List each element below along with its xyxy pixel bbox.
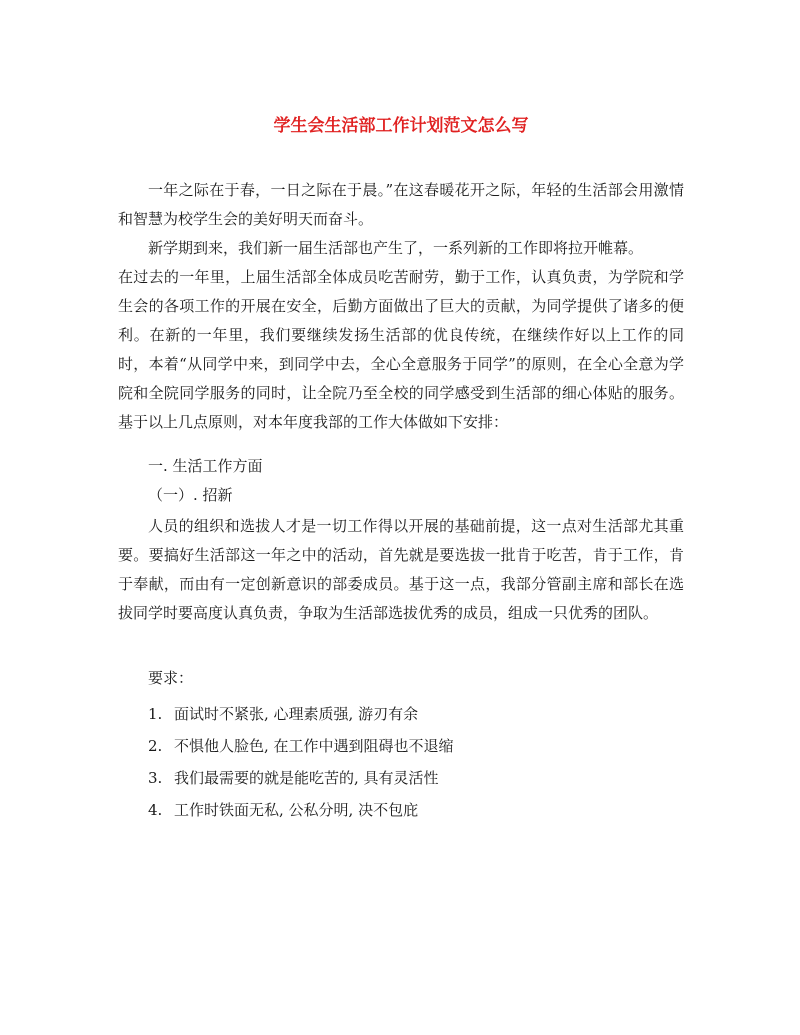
list-item-text: 工作时铁面无私, 公私分明, 决不包庇	[174, 801, 419, 819]
past-year-paragraph: 在过去的一年里，上届生活部全体成员吃苦耐劳，勤于工作，认真负责，为学院和学生会的各项工作的开展在安全，后勤方面做出了巨大的贡献，为同学提供了诸多的便利。在新的一年里，我们要继续发扬生活部的优良传统，在继续作好以上工作的同时，本着“从同学中来，到同学中去，全心全意服务于同学”的原则，在全心全意为学院和全院同学服务的同时，让全院乃至全校的同学感受到生活部的细心体贴的服务。基于以上几点原则，对本年度我部的工作大体做如下安排：	[118, 268, 684, 431]
new-semester-paragraph: 新学期到来，我们新一届生活部也产生了，一系列新的工作即将拉开帷幕。	[148, 239, 644, 257]
list-item-number: 4.	[148, 801, 163, 819]
list-item	[148, 730, 454, 762]
list-item	[148, 698, 454, 730]
list-item-number: 2.	[148, 737, 163, 755]
requirements-list	[148, 698, 454, 826]
requirements-label: 要求：	[148, 669, 194, 687]
list-item-text: 面试时不紧张, 心理素质强, 游刃有余	[174, 705, 419, 723]
document-page	[118, 0, 684, 1035]
section-heading: 一. 生活工作方面	[148, 457, 263, 475]
list-item-number: 3.	[148, 769, 163, 787]
intro-paragraph: 一年之际在于春，一日之际在于晨。”在这春暖花开之际，年轻的生活部会用激情和智慧为校学生会的美好明天而奋斗。	[118, 181, 684, 228]
subsection-heading: （一）. 招新	[148, 486, 233, 504]
list-item-text: 我们最需要的就是能吃苦的, 具有灵活性	[174, 769, 439, 787]
list-item	[148, 794, 454, 826]
document-title: 学生会生活部工作计划范文怎么写	[273, 116, 529, 136]
list-item-number: 1.	[148, 705, 163, 723]
list-item	[148, 762, 454, 794]
recruit-paragraph: 人员的组织和选拔人才是一切工作得以开展的基础前提，这一点对生活部尤其重要。要搞好生活部这一年之中的活动，首先就是要选拔一批肯于吃苦，肯于工作，肯于奉献，而由有一定创新意识的部委成员。基于这一点，我部分管副主席和部长在选拔同学时要高度认真负责，争取为生活部选拔优秀的成员，组成一只优秀的团队。	[118, 517, 684, 622]
list-item-text: 不惧他人脸色, 在工作中遇到阻碍也不退缩	[174, 737, 454, 755]
